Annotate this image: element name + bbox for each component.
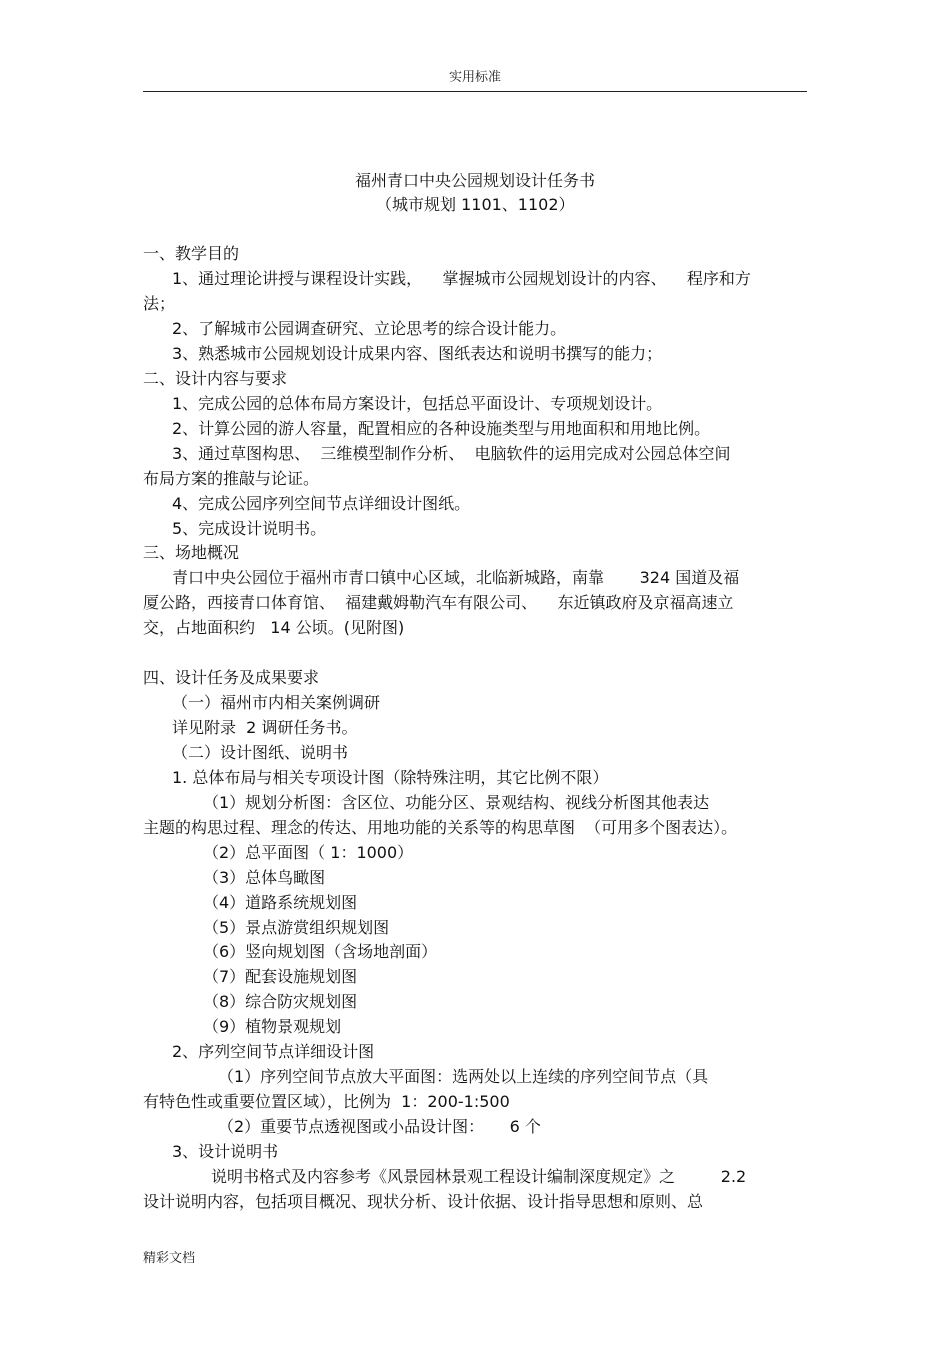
body-line: 2、了解城市公园调查研究、立论思考的综合设计能力。 (172, 319, 567, 338)
subsection-heading: （一）福州市内相关案例调研 (172, 693, 381, 712)
page-header-text: 实用标准 (448, 70, 501, 85)
list-item: （1）序列空间节点放大平面图：选两处以上连续的序列空间节点（具 (218, 1067, 709, 1086)
list-item: （6）竖向规划图（含场地剖面） (203, 942, 438, 961)
body-line: 厦公路，西接青口体育馆、 福建戴姆勒汽车有限公司、 东近镇政府及京福高速立 (143, 593, 734, 612)
list-item: （2）重要节点透视图或小品设计图： 6 个 (218, 1117, 541, 1136)
body-line: 4、完成公园序列空间节点详细设计图纸。 (172, 494, 471, 513)
body-line: 交，占地面积约 14 公顷。(见附图) (143, 618, 405, 637)
body-line: 青口中央公园位于福州市青口镇中心区域，北临新城路，南靠 324 国道及福 (172, 568, 740, 587)
document-title: 福州青口中央公园规划设计任务书 (354, 171, 595, 190)
list-item: （4）道路系统规划图 (203, 893, 358, 912)
body-line: 1. 总体布局与相关专项设计图（除特殊注明，其它比例不限） (172, 768, 609, 787)
body-line: 1、通过理论讲授与课程设计实践， 掌握城市公园规划设计的内容、 程序和方 (172, 269, 751, 288)
body-line: 说明书格式及内容参考《风景园林景观工程设计编制深度规定》之 2.2 (211, 1167, 747, 1186)
document-subtitle: （城市规划 1101、1102） (376, 195, 575, 214)
header-divider (143, 91, 807, 92)
section-heading: 二、设计内容与要求 (143, 369, 288, 388)
body-line: 5、完成设计说明书。 (172, 519, 327, 538)
body-line: 有特色性或重要位置区域），比例为 1：200-1:500 (143, 1092, 510, 1111)
section-heading: 一、教学目的 (143, 244, 240, 263)
body-line: 2、序列空间节点详细设计图 (172, 1042, 375, 1061)
list-item: （7）配套设施规划图 (203, 967, 358, 986)
list-item: （8）综合防灾规划图 (203, 992, 358, 1011)
body-line: 布局方案的推敲与论证。 (143, 469, 320, 488)
list-item: （5）景点游赏组织规划图 (203, 918, 390, 937)
list-item: （2）总平面图（ 1：1000） (203, 843, 414, 862)
body-line: 2、计算公园的游人容量，配置相应的各种设施类型与用地面积和用地比例。 (172, 419, 711, 438)
body-line: 法； (143, 294, 176, 313)
body-line: 1、完成公园的总体布局方案设计，包括总平面设计、专项规划设计。 (172, 394, 663, 413)
body-line: 3、设计说明书 (172, 1142, 279, 1161)
list-item: （9）植物景观规划 (203, 1017, 342, 1036)
section-heading: 三、场地概况 (143, 543, 240, 562)
list-item: （3）总体鸟瞰图 (203, 868, 326, 887)
body-line: 详见附录 2 调研任务书。 (172, 718, 358, 737)
body-line: 设计说明内容，包括项目概况、现状分析、设计依据、设计指导思想和原则、总 (143, 1192, 704, 1211)
body-line: 3、熟悉城市公园规划设计成果内容、图纸表达和说明书撰写的能力； (172, 344, 663, 363)
section-heading: 四、设计任务及成果要求 (143, 668, 320, 687)
body-line: 主题的构思过程、理念的传达、用地功能的关系等的构思草图 （可用多个图表达）。 (143, 818, 738, 837)
body-line: 3、通过草图构思、 三维模型制作分析、 电脑软件的运用完成对公园总体空间 (172, 444, 731, 463)
page-footer-text: 精彩文档 (143, 1251, 196, 1266)
subsection-heading: （二）设计图纸、说明书 (172, 743, 349, 762)
list-item: （1）规划分析图：含区位、功能分区、景观结构、视线分析图其他表达 (203, 793, 710, 812)
